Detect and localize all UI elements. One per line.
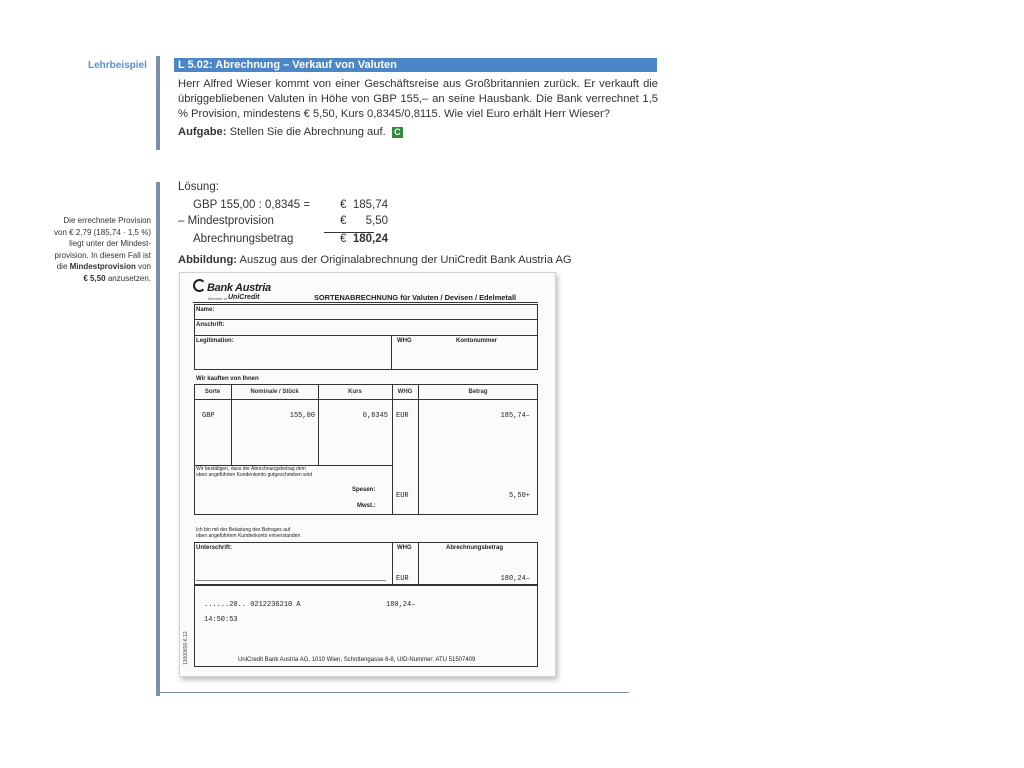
customer-box [194,304,538,370]
bought-label: Wir kauften von Ihnen [196,376,259,382]
print-time: 14:50:53 [204,616,238,624]
spesen-value: 5,50+ [508,492,530,500]
rule [318,384,319,465]
side-note-bold: Mindestprovision [69,262,136,271]
table-header-rule [194,399,538,400]
print-reference: ......20.. 0212236210 A [204,601,301,609]
side-note-text: anzusetzen. [105,273,151,283]
whg-label: WHG [397,338,412,344]
whg2-label: WHG [397,545,412,551]
agree-text-line: Ich bin mit der Belastung des Betrages auf [196,527,291,533]
calc-currency: € [340,215,347,227]
row-nominale: 155,00 [289,412,315,420]
row-betrag: 185,74– [500,412,530,420]
confirm-text-line: Wir bestätigen, dass der Abrechnungsbetrag dem [196,466,306,472]
figure-text: Auszug aus der Originalabrechnung der UniCredit Bank Austria AG [239,254,572,266]
total-value: 180,24– [500,575,530,583]
solution-bottom-rule [160,692,629,693]
unicredit-logo: UniCredit [228,294,260,301]
rule [418,542,419,585]
receipt-footer: UniCredit Bank Austria AG, 1010 Wien, Schottengasse 6-8, UID-Nummer: ATU 51507409 [238,657,476,663]
example-title: L 5.02: Abrechnung – Verkauf von Valuten [174,58,657,72]
spesen-whg: EUR [396,492,409,500]
calc-currency: € [340,233,347,245]
example-text: Herr Alfred Wieser kommt von einer Geschäftsreise aus Großbritannien zurück. Er verkauft die übriggebliebenen Valuten in Höhe von GBP 155,– an seine Hausbank. Die Bank verrechnet 1,5 % Provision, mindestens € 5,50, Kurs 0,8345/0,8115. Wie viel Euro erhält Herr Wieser? [178,78,658,120]
side-note-line: Die errechnete Provision [63,216,151,225]
competence-badge: C [392,127,403,138]
rule [231,384,232,465]
account-label: Kontonummer [456,338,497,344]
rule [194,319,538,320]
col-nominale: Nominale / Stück [250,389,299,395]
confirm-text [196,466,312,478]
agree-text-line: oben angeführtem Kundenkonto einverstanden [196,533,301,539]
side-note-text: von [135,262,151,271]
col-sorte: Sorte [204,389,221,395]
side-note-line: liegt unter der Mindest- [69,239,151,248]
side-note-line [38,273,151,285]
side-note-bold: € 5,50 [83,273,106,283]
legitimation-label: Legitimation: [196,338,234,344]
example-label: Lehrbeispiel [88,60,147,71]
calc-value: 185,74 [352,199,388,211]
title-rule [193,302,538,303]
row-sorte: GBP [202,412,215,420]
name-label: Name: [196,307,215,313]
receipt-scan [179,272,556,677]
side-note-line [38,261,151,273]
calc-row-total [193,233,393,247]
calc-row [193,199,393,213]
example-margin-bar [156,56,160,150]
bank-name: Bank Austria [207,282,271,294]
member-of-label: Member of [208,296,228,301]
mwst-label: Mwst.: [357,503,376,509]
col-whg: WHG [397,389,413,395]
figure-label: Abbildung: [178,254,238,266]
calc-value: 5,50 [365,215,388,227]
rule [194,335,538,336]
calc-description: – Mindestprovision [178,215,274,227]
total-whg: EUR [396,575,409,583]
side-note-text: die [56,262,70,271]
agree-text [196,527,300,539]
side-note-line: von € 2,79 (185,74 · 1,5 %) [54,227,151,237]
calc-total-value: 180,24 [352,233,388,245]
print-box [194,585,538,667]
col-kurs: Kurs [348,389,362,395]
calc-description: GBP 155,00 : 0,8345 = [193,199,311,211]
form-code: 13000600-6.12 [183,631,189,665]
signature-label: Unterschrift: [196,545,233,551]
row-kurs: 0,8345 [362,412,388,420]
rule [392,384,393,515]
address-label: Anschrift: [196,322,225,328]
calc-row [178,215,393,229]
bank-logo-icon [193,279,206,292]
task-text: Stellen Sie die Abrechnung auf. [229,126,386,138]
side-note-line: provision. In diesem Fall ist [54,250,151,260]
rule [418,384,419,515]
spesen-label: Spesen: [352,487,376,493]
task-label: Aufgabe: [178,126,227,138]
col-betrag: Betrag [468,389,488,395]
calc-description: Abrechnungsbetrag [193,233,294,245]
total-label: Abrechnungsbetrag [446,545,504,551]
side-note [38,215,151,284]
signature-line [196,580,386,581]
print-amount: 180,24– [386,601,416,609]
confirm-text-line: oben angeführten Kundenkonto gutgeschrieben wird [196,472,313,478]
calc-currency: € [340,199,347,211]
receipt-title: SORTENABRECHNUNG für Valuten / Devisen / Edelmetall [314,293,517,302]
row-whg: EUR [396,412,409,420]
rule [392,542,393,585]
bank-austria-logo [193,279,271,294]
solution-label: Lösung: [178,181,219,193]
rule [391,335,392,370]
solution-margin-bar [156,182,160,696]
task-line [178,126,403,138]
figure-caption [178,254,572,266]
